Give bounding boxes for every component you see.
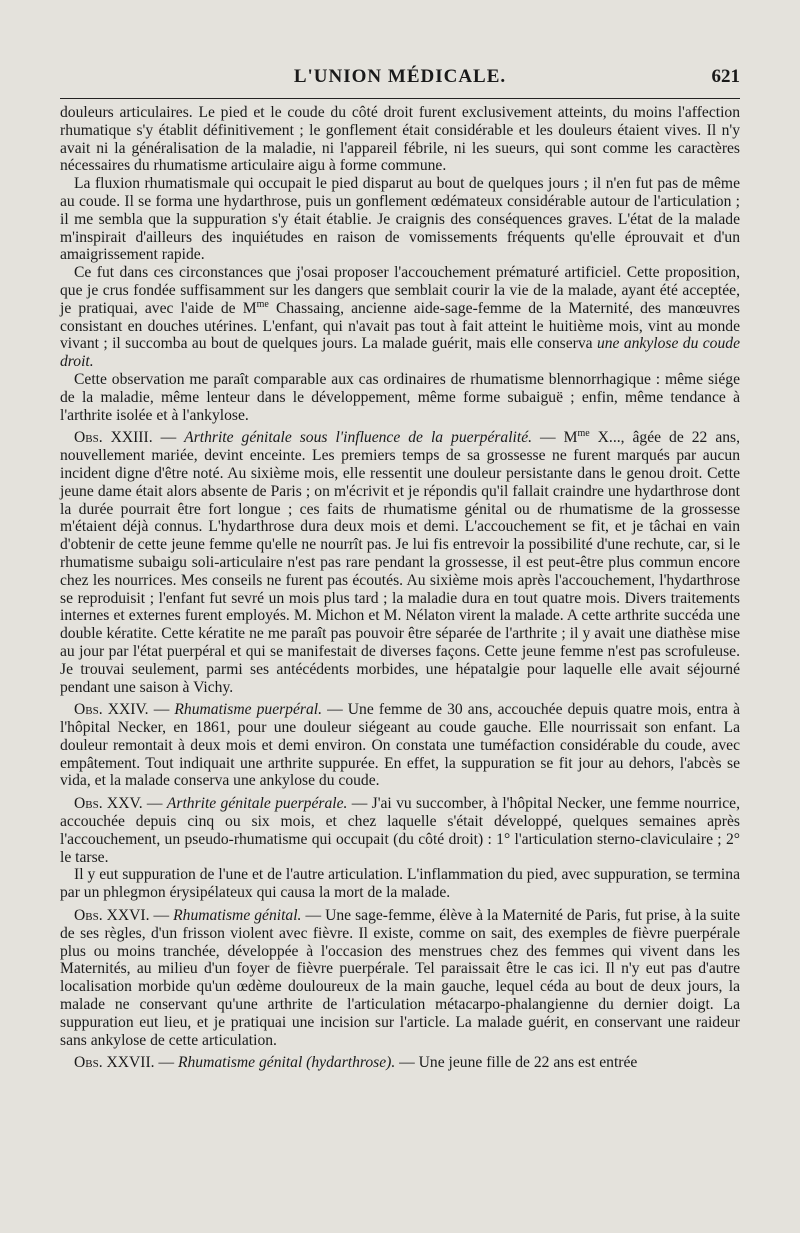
text-run: — M	[532, 429, 578, 447]
observation-label: Obs. XXIV.	[74, 701, 149, 719]
observation-title: Arthrite génitale puerpérale.	[166, 795, 348, 813]
observation-title: Arthrite génitale sous l'influence de la puerpéralité.	[184, 429, 533, 447]
text-run: — Une sage-femme, élève à la Maternité de Paris, fut prise, à la suite de ses règles, d'un frisson violent avec fièvre. Il existe, comme on sait, des exemples de fièvre puerpérale plus ou moins tranchée, développée à l'occasion des menstrues chez des femmes qui vivent dans les Maternités, au milieu d'un foyer de fièvre puerpérale. Tel paraissait être le cas ici. Il n'y eut pas d'autre localisation morbide qu'un œdème douloureux de la main gauche, lequel céda au bout de deux jours, la malade ne conservant qu'une arthrite de l'articulation métacarpo-phalangienne du dernier doigt. La suppuration eut lieu, et je pratiquai une incision sur l'article. La malade guérit, en conservant une raideur sans ankylose de cette articulation.	[60, 907, 741, 1049]
superscript: me	[256, 298, 269, 310]
observation-label: Obs. XXV.	[74, 795, 143, 813]
paragraph-suppuration: Il y eut suppuration de l'une et de l'autre articulation. L'inflammation du pied, avec suppuration, se termina par un phlegmon érysipélateux qui causa la mort de la malade.	[60, 866, 740, 902]
text-run: X..., âgée de 22 ans, nouvellement mariée, devint enceinte. Les premiers temps de sa grossesse ne furent marqués par aucun incident digne d'être noté. Au sixième mois, elle ressentit une douleur persistante dans le genou droit. Cette jeune dame était alors absente de Paris ; on m'écrivit et je répondis qu'il fallait craindre une hydarthrose dont la durée pourrait être fort longue ; ces faits de rhumatisme génital ou de rhumatisme de la grossesse m'étaient déjà connus. L'hydarthrose dura deux mois et demi. L'accouchement se fit, et je tâchai en vain d'obtenir de cette jeune femme qu'elle ne nourrît pas. Je lui fis entrevoir la possibilité d'une rechute, car, si le rhumatisme subaigu soli-articulaire n'est pas rare pendant la grossesse, il est peut-être plus commun encore chez les nourrices. Mes conseils ne furent pas écoutés. Au sixième mois après l'accouchement, l'hydarthrose se reproduisit ; l'enfant fut sevré un mois plus tard ; la maladie dura en tout quatre mois. Divers traitements internes et externes furent employés. M. Michon et M. Nélaton virent la malade. A cette arthrite succéda une double kératite. Cette kératite ne me paraît pas pouvoir être séparée de l'arthrite ; il y avait une diathèse mise au jour par l'état puerpéral et qui se manifestait de diverses façons. Cette jeune femme n'est pas scrofuleuse. Je trouvai seulement, parmi ses antécédents morbides, une hépatalgie pour laquelle elle avait séjourné pendant une saison à Vichy.	[60, 429, 741, 696]
observation-title: Rhumatisme génital.	[173, 907, 302, 925]
paragraph-comparison: Cette observation me paraît comparable aux cas ordinaires de rhumatisme blennorrhagique : même siége de la maladie, même lenteur dans le développement, même forme subaiguë ; enfin, même tendance à l'arthrite isolée et à l'ankylose.	[60, 370, 740, 424]
observation-label: Obs. XXVI.	[74, 907, 150, 925]
text-run: Ce fut dans ces circonstances que j'osai proposer l'accouchement prématuré artificiel. Cette proposition, que je crus fondée suffisamment sur les dangers que semblait courir la vie de la malade, ayant été acceptée, je pratiquai, avec l'aide de M	[60, 264, 740, 317]
body-text	[60, 104, 740, 1072]
italic-text: une ankylose du coude droit.	[60, 335, 740, 371]
page-header	[60, 66, 740, 96]
paragraph-continuation: douleurs articulaires. Le pied et le coude du côté droit furent exclusivement atteints, du moins l'affection rhumatique s'y établit définitivement ; le gonflement était considérable et les douleurs étaient vives. Il n'y avait ni la généralisation de la maladie, ni l'appareil fébrile, ni les sueurs, qui sont comme les caractères nécessaires du rhumatisme articulaire aigu à forme commune.	[60, 104, 740, 175]
text-run: — J'ai vu succomber, à l'hôpital Necker, une femme nourrice, accouchée depuis cinq ou six mois, et chez laquelle s'était développé, quelques semaines après l'accouchement, un pseudo-rhumatisme qui occupait (du côté droit) : 1° l'articulation sterno-claviculaire ; 2° le tarse.	[60, 795, 741, 866]
page-number: 621	[711, 66, 740, 87]
observation-26: Obs. XXVI. — Rhumatisme génital. — Une sage-femme, élève à la Maternité de Paris, fut prise, à la suite de ses règles, d'un frisson violent avec fièvre. Il existe, comme on sait, des exemples de fièvre puerpérale plus ou moins tranchée, développée à l'occasion des menstrues chez des femmes qui vivent dans les Maternités, au milieu d'un foyer de fièvre puerpérale. Tel paraissait être le cas ici. Il n'y eut pas d'autre localisation morbide qu'un œdème douloureux de la main gauche, lequel céda au bout de deux jours, la malade ne conservant qu'une arthrite de l'articulation métacarpo-phalangienne du dernier doigt. La suppuration eut lieu, et je pratiquai une incision sur l'article. La malade guérit, en conservant une raideur sans ankylose de cette articulation.	[60, 907, 741, 1049]
superscript: me	[577, 428, 590, 440]
observation-25: Obs. XXV. — Arthrite génitale puerpérale. — J'ai vu succomber, à l'hôpital Necker, une femme nourrice, accouchée depuis cinq ou six mois, et chez laquelle s'était développé, quelques semaines après l'accouchement, un pseudo-rhumatisme qui occupait (du côté droit) : 1° l'articulation sterno-claviculaire ; 2° le tarse.	[60, 795, 741, 866]
observation-label: Obs. XXVII.	[74, 1054, 155, 1072]
text-run: — Une jeune fille de 22 ans est entrée	[395, 1054, 638, 1072]
observation-title: Rhumatisme génital (hydarthrose).	[177, 1054, 396, 1072]
header-rule	[60, 98, 740, 99]
text-run: Chassaing, ancienne aide-sage-femme de la Maternité, des manœuvres consistant en douches utérines. L'enfant, qui n'avait pas tout à fait atteint le huitième mois, vint au monde vivant ; il succomba au bout de quelques jours. La malade guérit, mais elle conserva	[60, 299, 740, 353]
paragraph-fluxion: La fluxion rhumatismale qui occupait le pied disparut au bout de quelques jours ; il n'en fut pas de même au coude. Il se forma une hydarthrose, puis un gonflement œdémateux considérable autour de l'articulation ; il me sembla que la suppuration s'y était établie. Je craignis des conséquences graves. L'état de la malade m'inspirait d'ailleurs des inquiétudes en raison de vomissements fréquents qu'elle éprouvait et d'un amaigrissement rapide.	[60, 175, 740, 264]
observation-23: Obs. XXIII. — Arthrite génitale sous l'influence de la puerpéralité. — $M^{me}$ X..., âgée de 22 ans, nouvellement mariée, devint enceinte. Les premiers temps de sa grossesse ne furent marqués par aucun incident digne d'être noté. Au sixième mois, elle ressentit une douleur persistante dans le genou droit. Cette jeune dame était alors absente de Paris ; on m'écrivit et je répondis qu'il fallait craindre une hydarthrose dont la durée pourrait être fort longue ; ces faits de rhumatisme génital ou de rhumatisme de la grossesse m'étaient déjà connus. L'hydarthrose dura deux mois et demi. L'accouchement se fit, et je tâchai en vain d'obtenir de cette jeune femme qu'elle ne nourrît pas. Je lui fis entrevoir la possibilité d'une rechute, car, si le rhumatisme subaigu soli-articulaire n'est pas rare pendant la grossesse, il est peut-être plus commun encore chez les nourrices. Mes conseils ne furent pas écoutés. Au sixième mois après l'accouchement, l'hydarthrose se reproduisit ; l'enfant fut sevré un mois plus tard ; la maladie dura en tout quatre mois. Divers traitements internes et externes furent employés. M. Michon et M. Nélaton virent la malade. A cette arthrite succéda une double kératite. Cette kératite ne me paraît pas pouvoir être séparée de l'arthrite ; il y avait une diathèse mise au jour par l'état puerpéral et qui se manifestait de diverses façons. Cette jeune femme n'est pas scrofuleuse. Je trouvai seulement, parmi ses antécédents morbides, une hépatalgie pour laquelle elle avait séjourné pendant une saison à Vichy.	[60, 428, 741, 696]
paragraph-accouchement	[60, 264, 740, 371]
observation-label: Obs. XXIII.	[74, 429, 153, 447]
observation-title: Rhumatisme puerpéral.	[174, 701, 322, 719]
running-title: L'UNION MÉDICALE.	[293, 66, 507, 87]
text-run: — Une femme de 30 ans, accouchée depuis quatre mois, entra à l'hôpital Necker, en 1861, pour une douleur siégeant au coude gauche. Elle nourrissait son enfant. La douleur remontait à deux mois et demi environ. On constata une tuméfaction considérable du coude, avec empâtement. Tout indiquait une arthrite suppurée. En effet, la suppuration se fit jour au dehors, l'abcès se vida, et la malade conserva une ankylose du coude.	[60, 701, 740, 790]
observation-24: Obs. XXIV. — Rhumatisme puerpéral. — Une femme de 30 ans, accouchée depuis quatre mois, entra à l'hôpital Necker, en 1861, pour une douleur siégeant au coude gauche. Elle nourrissait son enfant. La douleur remontait à deux mois et demi environ. On constata une tuméfaction considérable du coude, avec empâtement. Tout indiquait une arthrite suppurée. En effet, la suppuration se fit jour au dehors, l'abcès se vida, et la malade conserva une ankylose du coude.	[60, 701, 740, 790]
observation-27: Obs. XXVII. — Rhumatisme génital (hydarthrose). — Une jeune fille de 22 ans est entrée	[74, 1054, 638, 1072]
